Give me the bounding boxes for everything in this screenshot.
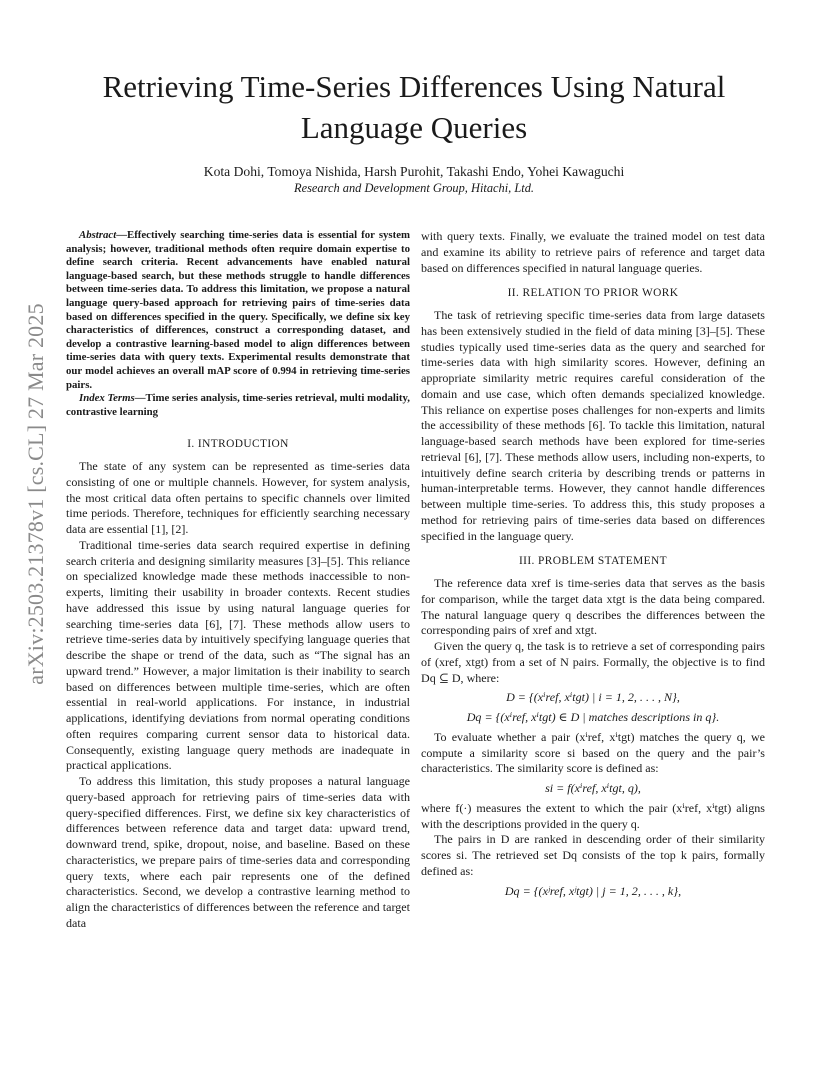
section-heading-problem-statement: III. PROBLEM STATEMENT [518, 555, 668, 568]
index-terms [66, 392, 410, 419]
paper-title: Retrieving Time-Series Differences Using Natural Language Queries [102, 69, 726, 145]
left-column [66, 229, 410, 932]
equation-top-k: Dq = {(xʲref, xʲtgt) | j = 1, 2, . . . , k}, [504, 883, 682, 898]
intro-paragraph-1: The state of any system can be represented as time-series data consisting of one or multiple channels. However, for system analysis, the most critical data often pertains to specific channels over limited time periods. Therefore, techniques for efficiently searching necessary data are essential [1], [2]. [66, 459, 410, 537]
section-heading-introduction: I. INTRODUCTION [187, 438, 289, 451]
intro-paragraph-continued: with query texts. Finally, we evaluate the trained model on test data and examine its ability to retrieve pairs of reference and target data based on differences specified in natural language queries. [421, 229, 765, 275]
intro-paragraph-2: Traditional time-series data search required expertise in defining search criteria and designing similarity measures [3]–[5]. This reliance on specialized knowledge made these methods inaccessible to non-experts, limiting their usability in broader contexts. Recent studies have addressed this issue by using natural language queries for searching time-series data [6], [7]. These methods allow users to retrieve time-series data by intuitively specifying language queries that describe the shape or trend of the data, such as “The signal has an upward trend.” However, a major limitation is their inability to search based on differences between multiple time-series, which are often essential in real-world applications. For instance, in industrial applications, identifying deviations from normal operating conditions often requires comparing current sensor data to historical data. Consequently, existing language query methods are inadequate in practical applications. [66, 537, 410, 773]
prior-work-paragraph: The task of retrieving specific time-series data from large datasets has been extensively studied in the field of data mining [3]–[5]. These studies typically used time-series data as the query and searched for time-series data with high similarity scores. However, defining an appropriate similarity metric requires careful consideration of the domain and use case, which often demands specialized knowledge. This reliance on expertise poses challenges for non-experts and limits the accessibility of these methods [6]. To tackle this limitation, natural language-based search methods have been explored for time-series retrieval [6], [7]. These methods allow users, including non-experts, to intuitively define search criteria by describing trends or patterns in human-interpretable terms. However, they cannot handle differences between multiple time-series. To address this, this study proposes a method for retrieving pairs of time-series data based on differences specified in the language query. [421, 308, 765, 543]
abstract-text: —Effectively searching time-series data is essential for system analysis; however, traditional methods often require domain expertise to define search criteria. Recent advancements have enabled natural language-based search, but these methods struggle to handle differences between time-series data. To address this limitation, we propose a natural language query-based approach for retrieving pairs of time-series data based on differences specified in the query. Specifically, we define six key characteristics of differences, construct a corresponding dataset, and develop a contrastive learning-based model to align differences between time-series data with query texts. Experimental results demonstrate that our model achieves an overall mAP score of 0.994 in retrieving time-series pairs. [66, 229, 410, 391]
problem-paragraph-2: Given the query q, the task is to retrieve a set of corresponding pairs of (xref, xtgt) from a set of N pairs. Formally, the objective is to find Dq ⊆ D, where: [421, 639, 765, 685]
problem-paragraph-4: where f(·) measures the extent to which the pair (xⁱref, xⁱtgt) aligns with the descriptions provided in the query q. [421, 800, 765, 831]
problem-paragraph-3: To evaluate whether a pair (xⁱref, xⁱtgt) matches the query q, we compute a similarity score si based on the query and the pair’s characteristics. The similarity score is defined as: [421, 729, 765, 776]
abstract [66, 229, 410, 392]
index-terms-label: Index Terms [79, 392, 135, 405]
equation-retrieved-set: Dq = {(xⁱref, xⁱtgt) ∈ D | matches descriptions in q}. [466, 710, 720, 724]
problem-paragraph-1: The reference data xref is time-series data that serves as the basis for comparison, while the target data xtgt is the data being compared. The natural language query q describes the differences between the corresponding pairs of xref and xtgt. [421, 576, 765, 638]
equation-similarity: si = f(xⁱref, xⁱtgt, q), [545, 781, 641, 795]
author-list: Kota Dohi, Tomoya Nishida, Harsh Purohit, Takashi Endo, Yohei Kawaguchi [203, 164, 625, 179]
equation-dataset: D = {(xⁱref, xⁱtgt) | i = 1, 2, . . . , N}, [506, 690, 680, 705]
abstract-label: Abstract [79, 229, 117, 241]
index-terms-text: —Time series analysis, time-series retrieval, multi modality, contrastive learning [66, 392, 410, 418]
arxiv-identifier: arXiv:2503.21378v1 [cs.CL] 27 Mar 2025 [23, 303, 48, 685]
right-column [421, 229, 765, 903]
affiliation: Research and Development Group, Hitachi, Ltd. [294, 181, 534, 195]
intro-paragraph-3: To address this limitation, this study proposes a natural language query-based approach for retrieving pairs of time-series data with query-specified differences. First, we define six key characteristics of differences between reference data and target data: upward trend, downward trend, spike, dropout, noise, and baseline. Based on these characteristics, we prepare pairs of time-series data and corresponding query texts, where each pair represents one of the defined characteristics. Second, we develop a contrastive learning method to align the characteristics of differences between the reference and target data [66, 774, 410, 930]
section-heading-prior-work: II. RELATION TO PRIOR WORK [507, 287, 679, 300]
problem-paragraph-5: The pairs in D are ranked in descending order of their similarity scores si. The retrieved set Dq consists of the top k pairs, formally defined as: [421, 832, 765, 878]
